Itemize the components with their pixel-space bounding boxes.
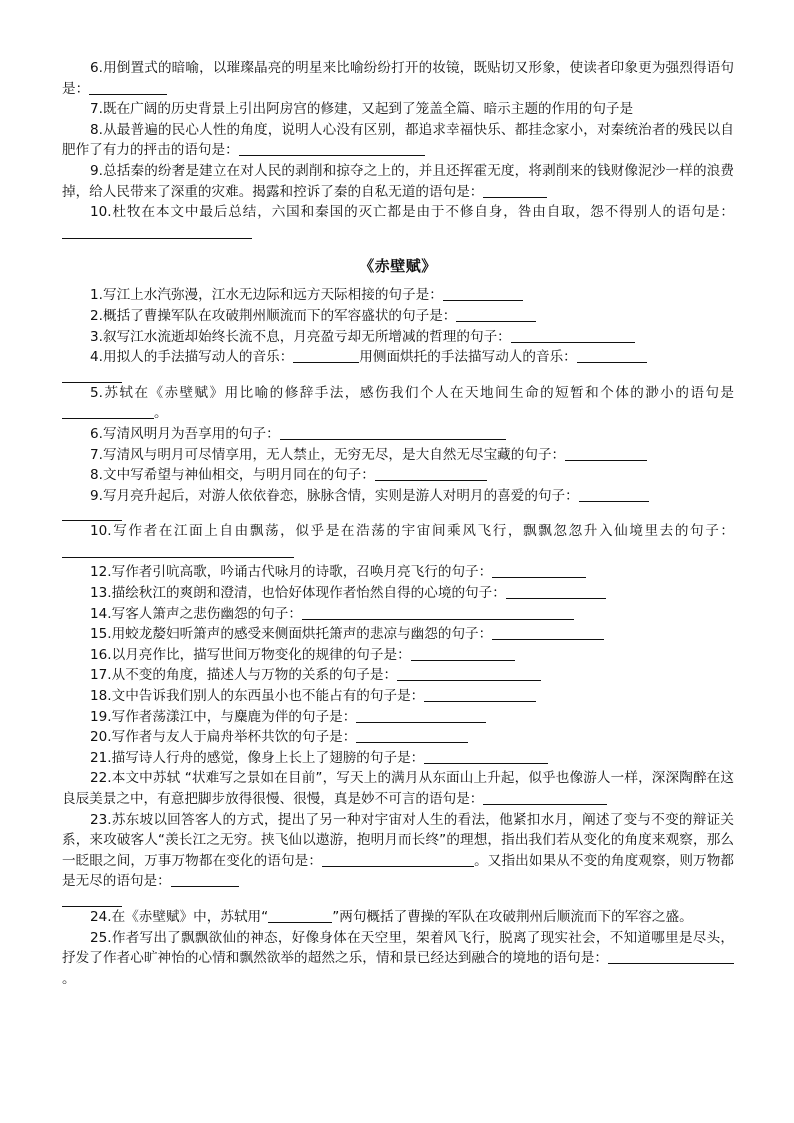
answer-blank[interactable] bbox=[608, 949, 734, 964]
answer-blank[interactable] bbox=[565, 446, 647, 461]
question-item bbox=[62, 424, 734, 445]
answer-blank[interactable] bbox=[411, 646, 515, 661]
question-item bbox=[62, 624, 734, 645]
question-item bbox=[62, 161, 734, 202]
question-item bbox=[62, 327, 734, 348]
question-item bbox=[62, 907, 734, 928]
answer-blank[interactable] bbox=[239, 141, 425, 156]
question-text: 15.用蛟龙嫠妇听箫声的感受来侧面烘托箫声的悲凉与幽怨的句子： bbox=[90, 626, 493, 643]
question-item bbox=[62, 347, 734, 383]
worksheet-part-2 bbox=[62, 285, 734, 989]
question-text: 19.写作者荡漾江中，与麋鹿为伴的句子是： bbox=[90, 708, 357, 725]
question-item bbox=[62, 383, 734, 424]
question-text: 10.杜牧在本文中最后总结，六国和秦国的灭亡都是由于不修自身，咎由自取，怨不得别人的语句是： bbox=[90, 204, 734, 221]
question-item bbox=[62, 486, 734, 522]
question-item bbox=[62, 928, 734, 990]
answer-blank[interactable] bbox=[511, 328, 635, 343]
answer-blank[interactable] bbox=[492, 563, 586, 578]
answer-blank[interactable] bbox=[293, 348, 359, 363]
question-item bbox=[62, 445, 734, 466]
answer-blank[interactable] bbox=[397, 666, 541, 681]
answer-blank[interactable] bbox=[280, 425, 506, 440]
question-text: 13.描绘秋江的爽朗和澄清，也恰好体现作者怡然自得的心境的句子： bbox=[90, 585, 506, 602]
answer-blank[interactable] bbox=[483, 183, 547, 198]
question-text: 21.描写诗人行舟的感觉，像身上长上了翅膀的句子是： bbox=[90, 749, 425, 766]
answer-blank[interactable] bbox=[356, 728, 468, 743]
answer-blank[interactable] bbox=[506, 584, 606, 599]
question-item bbox=[62, 707, 734, 728]
question-text: 4.用拟人的手法描写动人的音乐： bbox=[90, 349, 294, 366]
question-item bbox=[62, 583, 734, 604]
question-text: 2.概括了曹操军队在攻破荆州顺流而下的军容盛状的句子是： bbox=[90, 307, 457, 324]
question-text: 10.写作者在江面上自由飘荡，似乎是在浩荡的宇宙间乘风飞行，飘飘忽忽升入仙境里去的句子： bbox=[90, 523, 734, 540]
answer-blank[interactable] bbox=[302, 605, 574, 620]
question-item bbox=[62, 686, 734, 707]
question-text-continued: 。又指出如果从不变的角度观察，则万物都是无尽的语句是： bbox=[62, 852, 734, 890]
answer-blank[interactable] bbox=[424, 687, 536, 702]
question-text: 1.写江上水汽弥漫，江水无边际和远方天际相接的句子是： bbox=[90, 287, 443, 304]
question-item bbox=[62, 58, 734, 99]
answer-blank[interactable] bbox=[579, 487, 649, 502]
question-text: 24.在《赤壁赋》中，苏轼用“ bbox=[90, 908, 269, 925]
answer-blank[interactable] bbox=[443, 286, 523, 301]
answer-blank[interactable] bbox=[89, 80, 167, 95]
answer-blank[interactable] bbox=[424, 749, 548, 764]
question-text-continued: ”两句概括了曹操的军队在攻破荆州后顺流而下的军容之盛。 bbox=[332, 908, 693, 925]
question-item bbox=[62, 727, 734, 748]
question-text: 23.苏东坡以回答客人的方式，提出了另一种对宇宙对人生的看法，他紧扣水月，阐述了变与不变的辩证关系，来攻破客人“羡长江之无穷。挟飞仙以遨游，抱明月而长终”的理想，指出我们若从变化的角度来观察，那么一眨眼之间，万事万物都在变化的语句是： bbox=[62, 811, 734, 869]
question-text: 12.写作者引吭高歌，吟诵古代咏月的诗歌，召唤月亮飞行的句子： bbox=[90, 564, 493, 581]
question-text: 3.叙写江水流逝却始终长流不息，月亮盈亏却无所增减的哲理的句子： bbox=[90, 328, 511, 345]
question-item bbox=[62, 562, 734, 583]
question-item bbox=[62, 810, 734, 907]
question-text-continued: 。 bbox=[154, 405, 168, 422]
question-item bbox=[62, 202, 734, 243]
question-text: 9.写月亮升起后，对游人依依眷恋，脉脉含情，实则是游人对明月的喜爱的句子： bbox=[90, 487, 579, 504]
question-text: 8.文中写希望与神仙相交，与明月同在的句子： bbox=[90, 467, 375, 484]
section-title: 《赤壁赋》 bbox=[359, 257, 437, 276]
question-text: 6.用倒置式的暗喻，以璀璨晶亮的明星来比喻纷纷打开的妆镜，既贴切又形象，使读者印象更为强烈得语句是： bbox=[62, 60, 734, 97]
answer-blank-continuation[interactable] bbox=[62, 506, 122, 521]
question-item bbox=[62, 465, 734, 486]
question-text: 18.文中告诉我们别人的东西虽小也不能占有的句子是： bbox=[90, 688, 425, 705]
question-text: 8.从最普遍的民心人性的角度，说明人心没有区别，都追求幸福快乐、都挂念家小，对秦统治者的残民以自肥作了有力的抨击的语句是： bbox=[62, 121, 734, 159]
question-text: 22.本文中苏轼 “状难写之景如在目前”，写天上的满月从东面山上升起，似乎也像游人一样，深深陶醉在这良辰美景之中，有意把脚步放得很慢、很慢，真是妙不可言的语句是： bbox=[62, 770, 734, 807]
worksheet-part-1 bbox=[62, 58, 734, 243]
question-text: 25.作者写出了飘飘欲仙的神态，好像身体在天空里，架着风飞行，脱离了现实社会，不知道哪里是尽头，抒发了作者心旷神怡的心情和飘然欲举的超然之乐，情和景已经达到融合的境地的语句是： bbox=[62, 929, 734, 967]
question-item bbox=[62, 645, 734, 666]
question-text: 5.苏轼在《赤壁赋》用比喻的修辞手法，感伤我们个人在天地间生命的短暂和个体的渺小的语句是 bbox=[90, 384, 734, 401]
question-text: 7.写清风与明月可尽情享用，无人禁止，无穷无尽，是大自然无尽宝藏的句子： bbox=[90, 446, 566, 463]
answer-blank[interactable] bbox=[483, 790, 607, 805]
question-text-continued: 用侧面烘托的手法描写动人的音乐： bbox=[359, 349, 577, 366]
answer-blank[interactable] bbox=[577, 348, 647, 363]
answer-blank[interactable] bbox=[171, 872, 239, 887]
question-text: 6.写清风明月为吾享用的句子： bbox=[90, 425, 280, 442]
question-text: 9.总括秦的纷奢是建立在对人民的剥削和掠夺之上的，并且还挥霍无度，将剥削来的钱财像泥沙一样的浪费掉，给人民带来了深重的灾难。揭露和控诉了秦的自私无道的语句是： bbox=[62, 162, 734, 200]
answer-blank[interactable] bbox=[456, 307, 536, 322]
answer-blank[interactable] bbox=[375, 466, 487, 481]
question-text: 14.写客人箫声之悲伤幽怨的句子： bbox=[90, 605, 302, 622]
question-text-continued: 。 bbox=[62, 970, 76, 987]
document-page bbox=[62, 58, 734, 989]
question-text: 7.既在广阔的历史背景上引出阿房宫的修建，又起到了笼盖全篇、暗示主题的作用的句子是 bbox=[90, 101, 634, 118]
answer-blank[interactable] bbox=[492, 625, 604, 640]
question-item bbox=[62, 521, 734, 562]
question-item bbox=[62, 665, 734, 686]
answer-blank[interactable] bbox=[322, 852, 474, 867]
answer-blank[interactable] bbox=[268, 908, 332, 923]
answer-blank[interactable] bbox=[356, 708, 486, 723]
question-item bbox=[62, 604, 734, 625]
answer-blank-continuation[interactable] bbox=[62, 892, 122, 907]
question-item bbox=[62, 120, 734, 161]
question-item bbox=[62, 306, 734, 327]
question-item bbox=[62, 748, 734, 769]
question-item bbox=[62, 768, 734, 809]
answer-blank[interactable] bbox=[62, 543, 294, 558]
question-text: 17.从不变的角度，描述人与万物的关系的句子是： bbox=[90, 667, 398, 684]
question-text: 16.以月亮作比，描写世间万物变化的规律的句子是： bbox=[90, 646, 411, 663]
question-item bbox=[62, 99, 734, 120]
question-text: 20.写作者与友人于扁舟举杯共饮的句子是： bbox=[90, 729, 357, 746]
question-item bbox=[62, 285, 734, 306]
answer-blank[interactable] bbox=[62, 224, 252, 239]
answer-blank[interactable] bbox=[62, 404, 154, 419]
answer-blank-continuation[interactable] bbox=[62, 368, 122, 383]
